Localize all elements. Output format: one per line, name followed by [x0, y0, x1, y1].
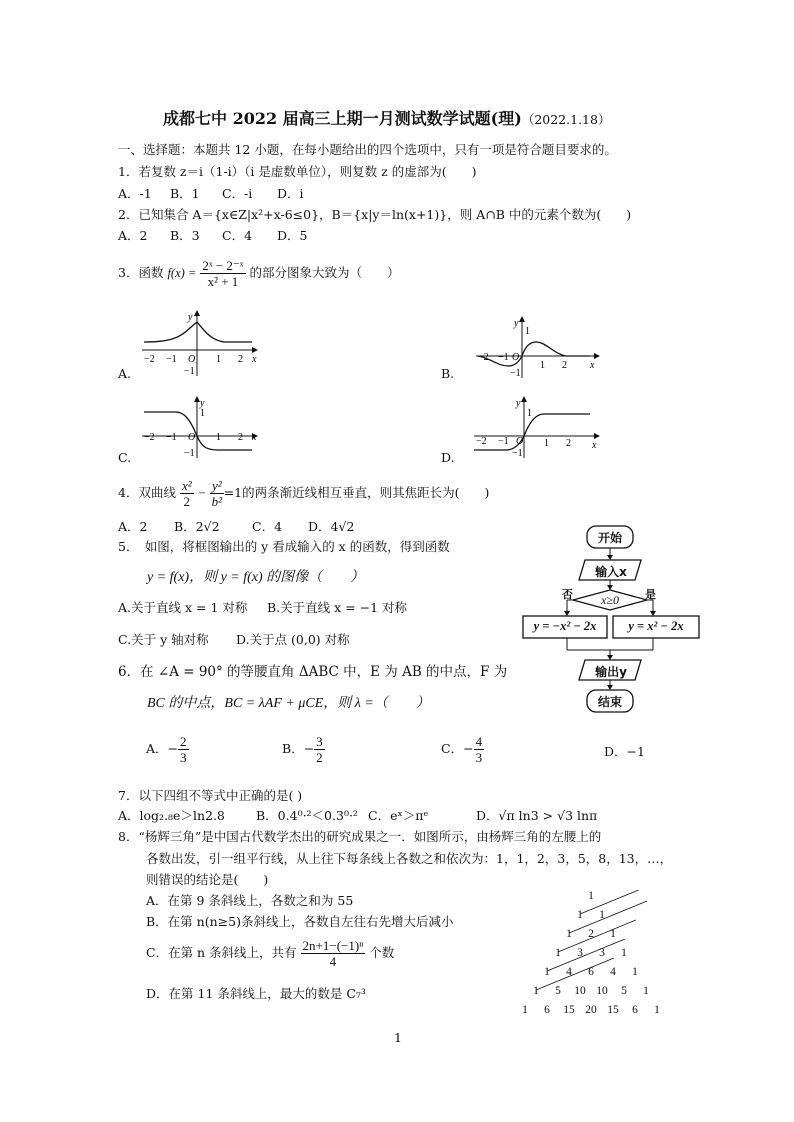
q5-line2: y = f(x)，则 y = f(x) 的图像（ ） — [147, 570, 365, 585]
graph-b-tick-m2: −2 — [478, 352, 489, 363]
graph-d — [468, 396, 602, 460]
q5-choice-b: B.关于直线 x = −1 对称 — [267, 600, 408, 615]
q6-choice-a-label: A． — [146, 741, 168, 756]
triangle-cell: 6 — [544, 1004, 550, 1016]
q3-suffix: 的部分图象大致为（ ） — [249, 265, 400, 280]
page-title — [163, 106, 610, 129]
q7-choice-c: C．eˣ＞πᵉ — [368, 808, 429, 823]
q2-stem: 2．已知集合 A＝{x∈Z|x²+x-6≤0}，B＝{x|y＝ln(x+1)}，则 A∩B 中的元素个数为( ) — [118, 207, 632, 222]
page-number: 1 — [394, 1030, 402, 1045]
q6-choice-b-label: B． — [282, 741, 304, 756]
q6-choice-c-den: 3 — [475, 750, 483, 765]
q8-choice-d: D．在第 11 条斜线上，最大的数是 C₇³ — [146, 986, 366, 1001]
triangle-cell: 10 — [574, 985, 586, 997]
q2-choice-b: B．3 — [170, 228, 200, 243]
triangle-cell: 15 — [607, 1004, 619, 1016]
q4-choice-c: C．4 — [252, 519, 283, 534]
graph-b-origin: O — [512, 352, 520, 363]
q5-choice-c: C.关于 y 轴对称 — [118, 632, 209, 647]
q4-choice-a: A．2 — [118, 519, 148, 534]
flow-end: 结束 — [597, 695, 622, 709]
graph-d-tick-ym1: −1 — [512, 448, 523, 459]
triangle-cell: 4 — [610, 966, 616, 978]
q4-rest: =1的两条渐近线相互垂直，则其焦距长为( ) — [223, 485, 490, 500]
triangle-cell: 1 — [588, 890, 594, 902]
q6-line1: 6．在 ∠A = 90° 的等腰直角 ΔABC 中，E 为 AB 的中点，F 为 — [118, 664, 508, 680]
q6-choice-b-den: 2 — [316, 750, 323, 765]
q7-choices — [118, 806, 597, 824]
flow-yes: 是 — [645, 588, 656, 601]
graph-a — [140, 308, 260, 378]
triangle-cell: 1 — [577, 909, 583, 921]
graph-b-tick-1: 1 — [540, 360, 545, 371]
q2-choice-d: D．5 — [277, 228, 308, 243]
q4-stem: 4．双曲线 $\frac{\text{x²}}{2}$ − $\frac{\text{y²}}{\text{b²}}$ =1的两条渐近线相互垂直，则其焦距长为( ) — [118, 478, 490, 509]
graph-d-x: x — [592, 440, 597, 451]
q1-choice-c: C．-i — [222, 186, 253, 201]
q3-function-name: f(x) = — [167, 266, 197, 280]
q7-choice-a: A．log₂.₈e＞ln2.8 — [118, 808, 225, 823]
graph-a-origin: O — [188, 354, 196, 365]
graph-c-x: x — [252, 432, 257, 443]
graph-d-y: y — [516, 398, 521, 409]
graph-a-tick-1: 1 — [216, 354, 221, 365]
q6-choice-b-num: 3 — [316, 734, 323, 749]
q5-choice-a: A.关于直线 x = 1 对称 — [118, 600, 248, 615]
graph-d-tick-y1: 1 — [527, 408, 532, 419]
triangle-cell: 1 — [555, 947, 561, 959]
q3-denominator: x² + 1 — [207, 274, 239, 289]
q4-frac-2: $\frac{\text{y²}}{\text{b²}}$ — [211, 478, 223, 509]
triangle-cell: 1 — [621, 947, 627, 959]
q6-choice-a — [146, 734, 189, 765]
triangle-cell: 15 — [563, 1004, 575, 1016]
q7-stem: 7．以下四组不等式中正确的是( ) — [118, 788, 303, 803]
title-text: 成都七中 2022 届高三上期一月测试数学试题(理) — [163, 109, 522, 128]
graph-d-label: D. — [441, 450, 455, 465]
q8-choice-c-post: 个数 — [369, 945, 395, 960]
q6-choice-a-den: 3 — [180, 750, 187, 765]
graph-b-label: B. — [441, 366, 455, 381]
triangle-cell: 10 — [596, 985, 608, 997]
triangle-cell: 1 — [599, 909, 605, 921]
graph-b-y: y — [514, 318, 519, 329]
graph-c-tick-2: 2 — [238, 432, 243, 443]
q6-choice-a-sign: − — [167, 741, 179, 756]
triangle-cell: 6 — [632, 1004, 638, 1016]
q8-choice-c-den: 4 — [329, 954, 337, 969]
q8-choice-c-num: 2n+1−(−1)ⁿ — [302, 938, 364, 953]
q4-prefix: 4．双曲线 — [118, 485, 176, 500]
q8-line1: 8．“杨辉三角”是中国古代数学杰出的研究成果之一．如图所示，由杨辉三角的左腰上的 — [118, 829, 602, 844]
q6-choice-b-sign: − — [303, 741, 315, 756]
q1-choice-b: B．1 — [170, 186, 200, 201]
q4-choice-b: B．2√2 — [174, 519, 220, 534]
q2-choices — [118, 226, 307, 244]
flow-condition: x≥0 — [601, 593, 619, 607]
graph-d-tick-m1: −1 — [498, 436, 509, 447]
q8-line2: 各数出发，引一组平行线，从上往下每条线上各数之和依次为：1，1，2，3，5，8，13，…， — [146, 851, 673, 866]
graph-c-tick-m1: −1 — [166, 432, 177, 443]
triangle-cell: 6 — [588, 966, 594, 978]
q3-prefix: 3．函数 — [118, 265, 164, 280]
q7-choice-b: B．0.4⁰·²＜0.3⁰·² — [256, 808, 358, 823]
graph-d-origin: O — [516, 436, 524, 447]
flow-left-box: y = −x² − 2x — [533, 619, 597, 633]
q8-choice-a: A．在第 9 条斜线上，各数之和为 55 — [146, 893, 354, 908]
graph-a-y: y — [188, 312, 193, 323]
q6-choice-c-label: C． — [441, 741, 464, 756]
q6-choice-d-label: D． — [604, 744, 627, 759]
q5-choice-d: D.关于点 (0,0) 对称 — [236, 632, 350, 647]
triangle-cell: 1 — [533, 985, 539, 997]
triangle-cell: 1 — [632, 966, 638, 978]
graph-c-label: C. — [118, 450, 132, 465]
q8-choice-b: B．在第 n(n≥5)条斜线上，各数自左往右先增大后减小 — [146, 914, 454, 929]
graph-d-tick-m2: −2 — [476, 436, 487, 447]
q6-choice-c-num: 4 — [475, 734, 483, 749]
graph-c-tick-ym1: −1 — [184, 448, 195, 459]
graph-a-tick-m1: −1 — [166, 354, 177, 365]
triangle-cell: 4 — [566, 966, 572, 978]
graph-a-tick-2: 2 — [238, 354, 243, 365]
flow-start: 开始 — [597, 531, 622, 545]
triangle-cell: 3 — [599, 947, 605, 959]
flow-input: 输入x — [595, 565, 627, 579]
graph-b-tick-ym1: −1 — [510, 368, 521, 379]
triangle-cell: 2 — [588, 928, 594, 940]
q1-choice-a: A．-1 — [118, 186, 152, 201]
graph-c — [140, 394, 262, 460]
q2-choice-a: A．2 — [118, 228, 148, 243]
title-date: （2022.1.18） — [521, 112, 611, 127]
section-heading: 一、选择题：本题共 12 小题，在每小题给出的四个选项中，只有一项是符合题目要求的。 — [118, 142, 617, 157]
triangle-cell: 1 — [643, 985, 649, 997]
graph-b-tick-2: 2 — [562, 360, 567, 371]
triangle-cell: 5 — [555, 985, 561, 997]
flow-right-box: y = x² − 2x — [628, 619, 684, 633]
graph-a-tick-m2: −2 — [144, 354, 155, 365]
q6-line2: BC 的中点，BC = λAF + μCE，则 λ =（ ） — [147, 696, 430, 711]
flow-output: 输出y — [595, 665, 627, 679]
triangle-cell: 1 — [654, 1004, 660, 1016]
graph-c-origin: O — [188, 432, 196, 443]
q7-choice-d: D．√π ln3 > √3 lnπ — [476, 808, 598, 823]
graph-b — [470, 314, 600, 380]
triangle-cell: 1 — [566, 928, 572, 940]
graph-c-tick-m2: −2 — [144, 432, 155, 443]
graph-b-x: x — [590, 360, 595, 371]
q3-stem — [118, 258, 400, 289]
graph-b-tick-y1: 1 — [525, 326, 530, 337]
triangle-cell: 1 — [522, 1004, 528, 1016]
yanghui-triangle — [510, 890, 680, 1030]
graph-b-tick-m1: −1 — [498, 352, 509, 363]
triangle-cell: 3 — [577, 947, 583, 959]
triangle-cell: 5 — [621, 985, 627, 997]
graph-a-label: A. — [118, 366, 132, 381]
graph-c-tick-1: 1 — [216, 432, 221, 443]
flow-no: 否 — [562, 588, 573, 601]
graph-a-x: x — [252, 354, 257, 365]
graph-c-tick-y1: 1 — [200, 408, 205, 419]
q6-choice-d — [604, 742, 645, 760]
q3-fraction — [200, 258, 245, 289]
q8-choice-c — [146, 938, 394, 969]
q1-choice-d: D．i — [277, 186, 304, 201]
q1-stem: 1．若复数 z＝i（1-i）（i 是虚数单位），则复数 z 的虚部为( ) — [118, 164, 477, 179]
q5-line1: 5． 如图，将框图输出的 y 看成输入的 x 的函数，得到函数 — [118, 539, 450, 554]
q2-choice-c: C．4 — [222, 228, 253, 243]
graph-a-tick-ym1: −1 — [184, 366, 195, 377]
q4-frac-1: $\frac{\text{x²}}{2}$ — [181, 478, 192, 509]
q6-choice-d-value: −1 — [626, 744, 645, 759]
graph-c-y: y — [200, 398, 205, 409]
q6-choice-c — [441, 734, 484, 765]
q6-choice-c-sign: − — [463, 741, 474, 756]
q8-line3: 则错误的结论是( ) — [146, 872, 269, 887]
triangle-cell: 20 — [585, 1004, 597, 1016]
q6-choice-a-num: 2 — [180, 734, 187, 749]
triangle-cell: 1 — [610, 928, 616, 940]
q4-choice-d: D．4√2 — [308, 519, 355, 534]
graph-d-tick-2: 2 — [566, 438, 571, 449]
triangle-cell: 1 — [544, 966, 550, 978]
q3-numerator: 2ˣ − 2⁻ˣ — [202, 258, 244, 273]
q4-choices — [118, 517, 354, 535]
q8-choice-c-pre: C．在第 n 条斜线上，共有 — [146, 945, 297, 960]
q6-choice-b — [282, 734, 325, 765]
graph-d-tick-1: 1 — [544, 438, 549, 449]
q1-choices — [118, 184, 304, 202]
